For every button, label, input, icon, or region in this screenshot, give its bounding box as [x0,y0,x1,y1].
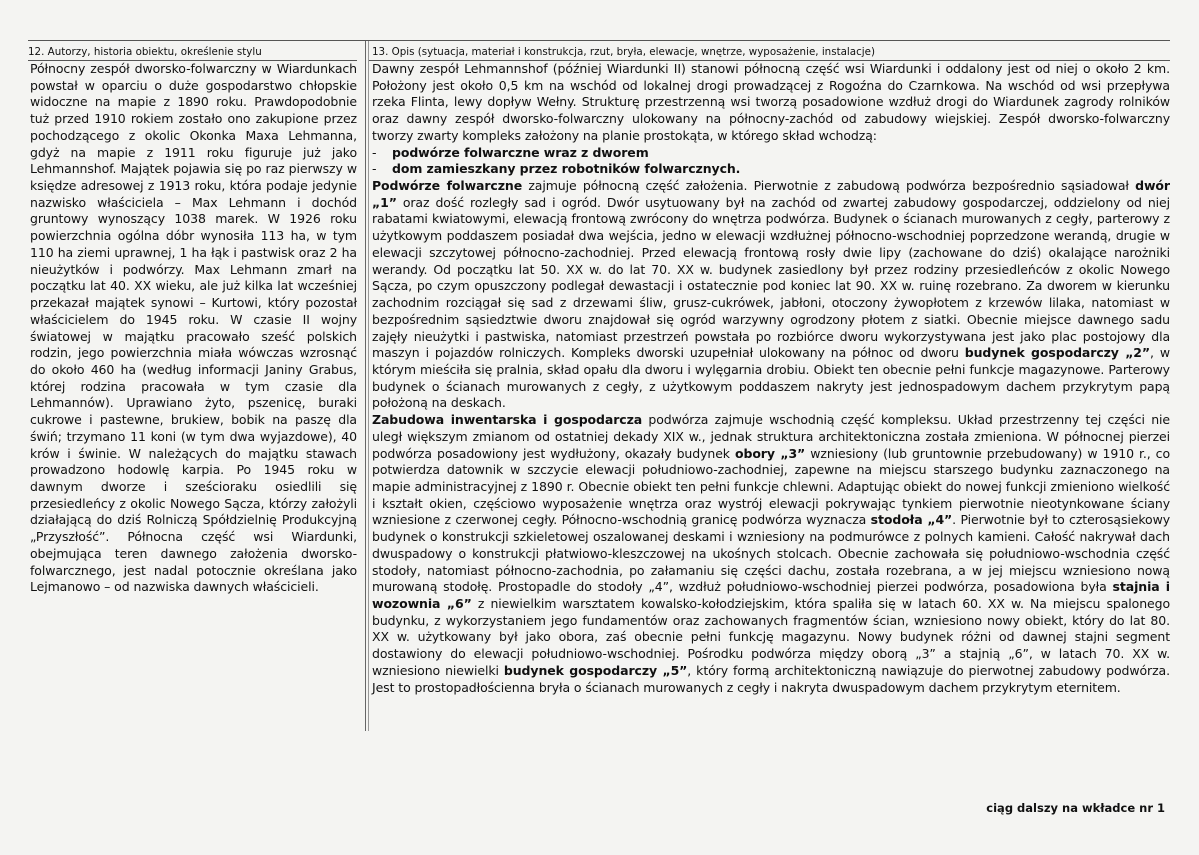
paragraph-text: . Pierwotnie był to czterosąsiekowy budynek o konstrukcji szkieletowej oszalowanej deskami i wzniesiony na podmurówce z polnych kamieni. Całość nakrywał dach dwuspadowy o konstrukcji płatwiowo-kleszczowej na ukośnych stolcach. Obecnie zachowała się południowo-wschodnia część stodoły, natomiast północno-zachodnia, po załamaniu się części dachu, została rozebrana, a w jej miejscu wzniesiono nową murowaną stodołę. Prostopadle do stodoły „4”, wzdłuż południowo-wschodniej pierzei podwórza, posadowiona była [372,512,1170,595]
bold-term: dwór „1” [372,178,1170,210]
list-item [372,145,1170,162]
paragraph-text: podwórza zajmuje wschodnią część kompleksu. Układ przestrzenny tej części nie uległ większym zmianom od ostatniej dekady XIX w., jednak struktura architektoniczna została zmieniona. W północnej pierzei podwórza posadowiony jest wydłużony, okazały budynek [372,412,1170,461]
continuation-note: ciąg dalszy na wkładce nr 1 [986,801,1165,815]
bold-term: budynek gospodarczy „5” [503,662,688,678]
description-body [369,61,1170,696]
paragraph-farmyard [372,178,1170,412]
description-intro: Dawny zespół Lehmannshof (później Wiardunki II) stanowi północną część wsi Wiardunki i oddalony jest od niej o około 2 km. Położony jest około 0,5 km na wschód od lokalnej drogi prowadzącej z Rogoźna do Czarnkowa. Na wschód od wsi przepływa rzeka Flinta, lewy dopływ Wełny. Strukturę przestrzenną wsi tworzą posadowione wzdłuż drogi do Wiardunek zagrody rolników oraz dawny zespół dworsko-folwarczny ulokowany na północny-zachód od zabudowy wiejskiej. Zespół dworsko-folwarczny tworzy zwarty kompleks założony na planie prostokąta, w którego skład wchodzą: [372,61,1170,143]
list-bullet: - [372,144,377,160]
paragraph-text: wzniesiony (lub gruntownie przebudowany) w 1910 r., co potwierdza datownik w szczycie elewacji południowo-zachodniej, zapewne na miejscu starszego budynku zaznaczonego na mapie administracyjnej z 1890 r. Obecnie obiekt ten pełni funkcje chlewni. Adaptując obiekt do nowej funkcji zmieniono wielkość i kształt okien, częściowo wyposażenie wnętrza oraz wystrój elewacji pokrywając tynkiem pierwotnie nieotynkowane ściany wzniesione z czerwonej cegły. Północno-wschodnią granicę podwórza wyznacza [372,445,1171,528]
column-divider [365,41,366,731]
paragraph-text: , w którym mieściła się pralnia, skład opału dla dworu i wylęgarnia drobiu. Obiekt ten obecnie pełni funkcje magazynowe. Parterowy budynek o ścianach murowanych z cegły, z użytkowym poddaszem nakryty jest jednospadowym dachem przykrytym papą położoną na deskach. [372,345,1170,411]
paragraph-text: zajmuje północną część założenia. Pierwotnie z zabudową podwórza bezpośrednio sąsiadował [522,178,1136,194]
list-item [372,161,1170,178]
bold-term: budynek gospodarczy „2” [964,345,1151,361]
bold-term: stajnia i wozownia „6” [372,579,1170,611]
paragraph-text: oraz dość rozległy sad i ogród. Dwór usytuowany był na zachód od zwartej zabudowy gospodarczej, oddzielony od niej rabatami kwiatowymi, elewacją frontową zwrócony do wnętrza podwórza. Budynek o ścianach murowanych z cegły, parterowy z użytkowym poddaszem posiadał dwa wejścia, jedno w elewacji wzdłużnej północno-wschodniej poprzedzone werandą, drugie w elewacji szczytowej północno-zachodniej. Przed elewacją frontową rosły dwie lipy (zachowane do dziś) okalające narożniki werandy. Od początku lat 50. XX w. do lat 70. XX w. budynek zasiedlony był przez rodziny przesiedleńców z okolic Nowego Sącza, po czym opuszczony podlegał dewastacji i ostatecznie pod koniec lat 90. XX w. ruinę rozebrano. Za dworem w kierunku zachodnim rozciągał się sad z drzewami śliw, grusz-cukrówek, jabłoni, otoczony żywopłotem z krzewów lilaka, natomiast w bezpośrednim sąsiedztwie dworu znajdował się ogród warzywny ogrodzony płotem z siatki. Obecnie miejsce dawnego sadu zajęły nieużytki i pastwiska, natomiast przestrzeń powstała po rozbiórce dworu wykorzystywana jest jako plac postojowy dla maszyn i pojazdów rolniczych. Kompleks dworski uzupełniał ulokowany na północ od dworu [372,194,1170,361]
bold-term: obory „3” [734,445,806,461]
list-item-text: dom zamieszkany przez robotników folwarcznych. [392,161,741,177]
history-text: Północny zespół dworsko-folwarczny w Wiardunkach powstał w oparciu o duże gospodarstwo chłopskie widoczne na mapie z 1890 roku. Prawdopodobnie tuż przed 1910 rokiem zostało ono zakupione przez pochodzącego z okolic Okonka Maxa Lehmanna, gdyż na mapie z 1911 roku figuruje już jako Lehmannshof. Majątek pojawia się po raz pierwszy w księdze adresowej z 1913 roku, która podaje jedynie nazwisko właściciela – Max Lehmann i dochód gruntowy wynoszący 1038 marek. W 1926 roku powierzchnia ogólna dóbr wynosiła 113 ha, w tym 110 ha ziemi uprawnej, 1 ha łąk i pastwisk oraz 2 ha nieużytków i podwórzy. Max Lehmann zmarł na początku lat 40. XX wieku, ale już kilka lat wcześniej przekazał majątek synowi – Kurtowi, który pozostał właścicielem do 1945 roku. W czasie II wojny światowej w majątku pracowało sześć polskich rodzin, jego powierzchnia miała wówczas wzrosnąć do około 460 ha (według informacji Janiny Grabus, której rodzina pracowała w tym czasie dla Lehmannów). Uprawiano żyto, pszenicę, buraki cukrowe i pastewne, brukiew, bobik na paszę dla świń; trzymano 11 koni (w tym dwa wyjazdowe), 40 krów i świnie. W należących do majątku stawach prowadzono hodowlę karpia. Po 1945 roku w dawnym dworze i sześcioraku osiedlili się przesiedleńcy z okolic Nowego Sącza, którzy założyli działającą do dziś Rolniczą Spółdzielnię Produkcyjną „Przyszłość”. Północna część wsi Wiardunki, obejmująca teren dawnego założenia dworsko-folwarcznego, jest nadal potocznie określana jako Lejmanowo – od nazwiska dawnych właścicieli. [30,61,357,595]
history-body [28,61,357,596]
description-header: 13. Opis (sytuacja, materiał i konstrukcja, rzut, bryła, elewacje, wnętrze, wyposażenie, instalacje) [369,41,1170,61]
list-item-text: podwórze folwarczne wraz z dworem [392,144,649,160]
history-column [28,41,363,825]
bold-term: stodoła „4” [870,512,953,528]
bold-term: Podwórze folwarczne [372,178,523,194]
paragraph-livestock [372,412,1170,696]
history-header: 12. Autorzy, historia obiektu, określenie stylu [28,41,357,61]
list-bullet: - [372,161,377,177]
document-sheet [28,40,1170,825]
paragraph-text: z niewielkim warsztatem kowalsko-kołodziejskim, która spaliła się w latach 60. XX w. Na miejscu spalonego budynku, z wykorzystaniem jego fundamentów oraz zachowanych fragmentów ścian, wzniesiono nowy obiekt, który do lat 80. XX w. użytkowany był jako obora, zaś obecnie pełni funkcję magazynu. Nowy budynek różni od dawnej stajni segment dostawiony do elewacji południowo-wschodniej. Pośrodku podwórza między oborą „3” a stajnią „6”, w latach 70. XX w. wzniesiono niewielki [372,596,1170,678]
description-column [369,41,1170,825]
paragraph-text: , który formą architektoniczną nawiązuje do pierwotnej zabudowy podwórza. Jest to prostopadłościenna bryła o ścianach murowanych z cegły i nakryta dwuspadowym dachem przykrytym eternitem. [372,662,1170,695]
bold-term: Zabudowa inwentarska i gospodarcza [372,412,643,428]
